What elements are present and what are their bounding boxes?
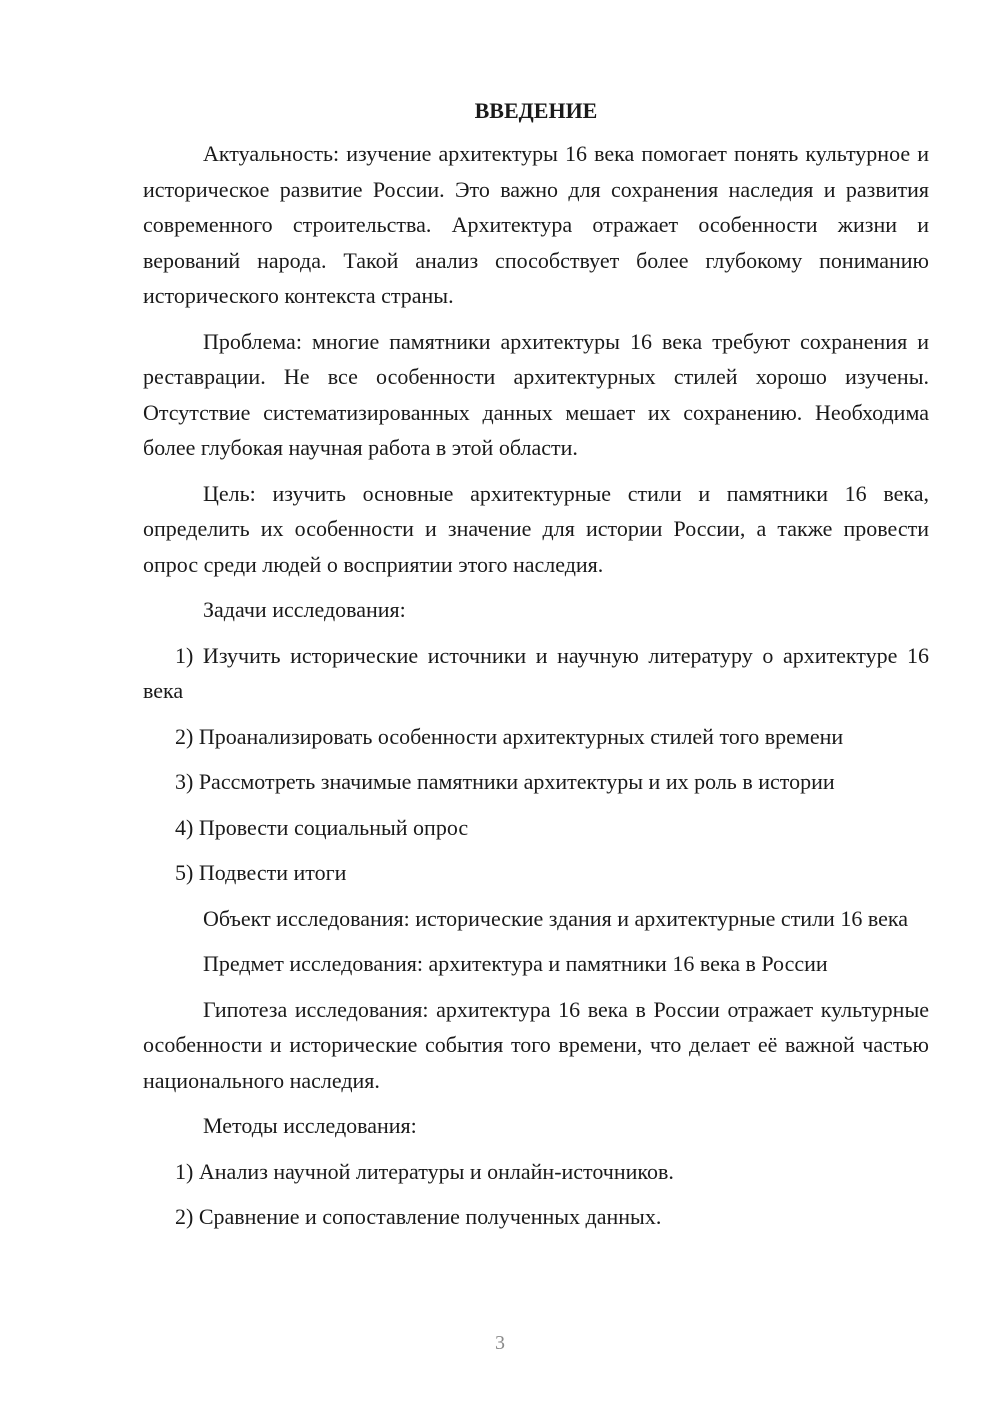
page-number: 3 (495, 1332, 505, 1354)
page-title: ВВЕДЕНИЕ (474, 98, 598, 123)
document-page (143, 96, 929, 1245)
method-item: 2) Сравнение и сопоставление полученных данных. (175, 1204, 662, 1229)
goal-paragraph: Цель: изучить основные архитектурные стили и памятники 16 века, определить их особенности и значение для истории России, а также провести опрос среди людей о восприятии этого наследия. (143, 480, 929, 577)
subject-paragraph: Предмет исследования: архитектура и памятники 16 века в России (203, 951, 828, 976)
problem-paragraph: Проблема: многие памятники архитектуры 16 века требуют сохранения и реставрации. Не все особенности архитектурных стилей хорошо изучены. Отсутствие систематизированных данных мешает их сохранению. Необходима более глубокая научная работа в этой области. (143, 328, 929, 460)
tasks-title: Задачи исследования: (203, 597, 406, 622)
hypothesis-paragraph: Гипотеза исследования: архитектура 16 века в России отражает культурные особенности и исторические события того времени, что делает её важной частью национального наследия. (143, 996, 929, 1093)
task-item: 3) Рассмотреть значимые памятники архитектуры и их роль в истории (175, 769, 835, 794)
object-paragraph: Объект исследования: исторические здания и архитектурные стили 16 века (203, 905, 908, 931)
method-item: 1) Анализ научной литературы и онлайн-источников. (175, 1158, 674, 1184)
task-item: 4) Провести социальный опрос (175, 814, 469, 840)
task-item: 2) Проанализировать особенности архитектурных стилей того времени (175, 723, 844, 749)
relevance-paragraph: Актуальность: изучение архитектуры 16 века помогает понять культурное и историческое развитие России. Это важно для сохранения наследия и развития современного строительства. Архитектура отражает особенности жизни и верований народа. Такой анализ способствует более глубокому пониманию исторического контекста страны. (143, 141, 929, 308)
task-item: 5) Подвести итоги (175, 860, 347, 885)
methods-title: Методы исследования: (203, 1113, 417, 1138)
task-item: 1) Изучить исторические источники и научную литературу о архитектуре 16 века (143, 642, 929, 703)
